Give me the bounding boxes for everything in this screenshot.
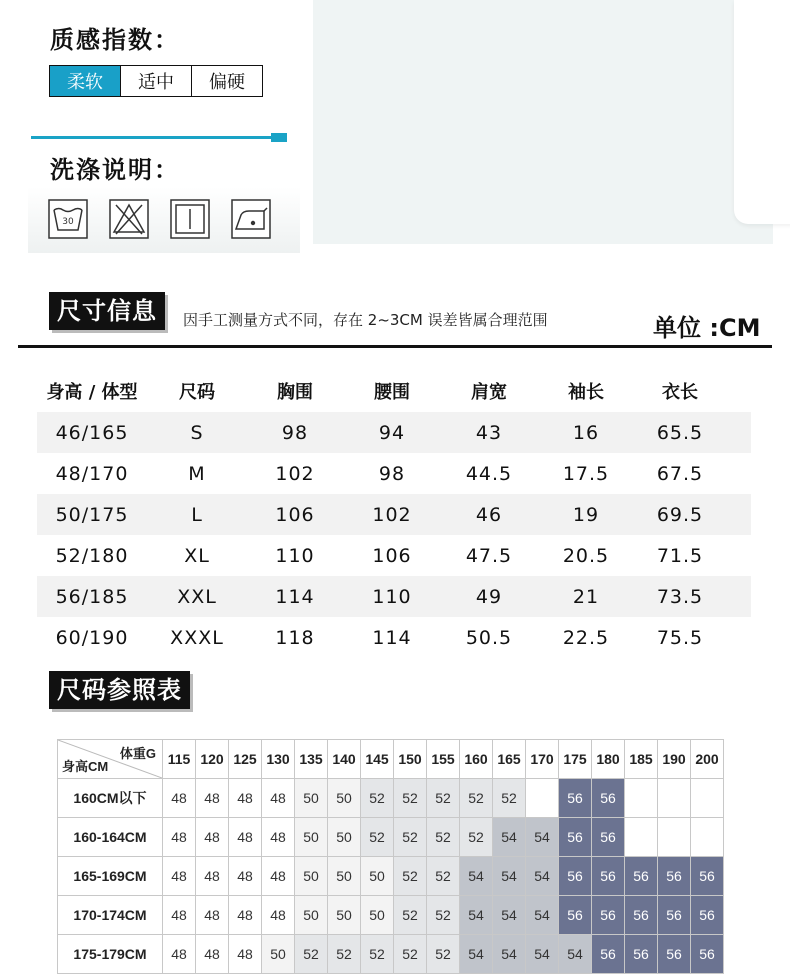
size-cell bbox=[526, 779, 559, 818]
divider-line bbox=[31, 136, 275, 139]
size-cell: 54 bbox=[493, 935, 526, 974]
size-cell: 50 bbox=[295, 818, 328, 857]
weight-header-cell: 160 bbox=[460, 740, 493, 779]
size-cell: 50 bbox=[328, 818, 361, 857]
cell-height-type: 56/185 bbox=[55, 585, 129, 608]
cell-length: 67.5 bbox=[656, 462, 704, 485]
cell-sleeve: 22.5 bbox=[562, 626, 610, 649]
size-reference-table bbox=[57, 739, 724, 974]
table-row bbox=[37, 535, 751, 576]
table-row bbox=[58, 779, 724, 818]
cell-height-type: 46/165 bbox=[55, 421, 129, 444]
size-cell: 54 bbox=[526, 818, 559, 857]
size-cell: 48 bbox=[229, 818, 262, 857]
size-cell: 48 bbox=[229, 935, 262, 974]
cell-sleeve: 21 bbox=[572, 585, 600, 608]
size-cell: 48 bbox=[262, 896, 295, 935]
height-range-label: 170-174CM bbox=[58, 896, 163, 935]
cell-height-type: 50/175 bbox=[55, 503, 129, 526]
cell-length: 69.5 bbox=[656, 503, 704, 526]
weight-header-cell: 120 bbox=[196, 740, 229, 779]
texture-option-soft: 柔软 bbox=[50, 66, 121, 96]
size-cell: 52 bbox=[295, 935, 328, 974]
size-table-header bbox=[37, 370, 751, 412]
table-row bbox=[58, 857, 724, 896]
size-cell: 54 bbox=[559, 935, 592, 974]
size-cell: 52 bbox=[460, 818, 493, 857]
divider-marker bbox=[271, 133, 287, 142]
size-cell: 54 bbox=[526, 857, 559, 896]
table-row bbox=[37, 576, 751, 617]
size-cell: 56 bbox=[691, 935, 724, 974]
line-dry-icon bbox=[170, 199, 210, 239]
weight-header-cell: 115 bbox=[163, 740, 196, 779]
cell-height-type: 60/190 bbox=[55, 626, 129, 649]
size-cell: 56 bbox=[592, 935, 625, 974]
cell-length: 65.5 bbox=[656, 421, 704, 444]
cell-size: M bbox=[188, 462, 206, 485]
weight-header-cell: 140 bbox=[328, 740, 361, 779]
weight-header-cell: 155 bbox=[427, 740, 460, 779]
cell-size: XL bbox=[184, 544, 210, 567]
weight-header-cell: 175 bbox=[559, 740, 592, 779]
height-range-label: 160CM以下 bbox=[58, 779, 163, 818]
cell-length: 73.5 bbox=[656, 585, 704, 608]
measurement-note: 因手工测量方式不同，存在 2~3CM 误差皆属合理范围 bbox=[183, 311, 548, 329]
weight-header-cell: 135 bbox=[295, 740, 328, 779]
shirt-image bbox=[734, 0, 790, 224]
table-row bbox=[37, 617, 751, 658]
size-cell: 54 bbox=[493, 896, 526, 935]
weight-header-cell: 130 bbox=[262, 740, 295, 779]
size-cell: 52 bbox=[394, 935, 427, 974]
size-cell: 50 bbox=[361, 896, 394, 935]
size-cell: 56 bbox=[625, 857, 658, 896]
product-photo bbox=[313, 0, 773, 244]
cell-chest: 118 bbox=[275, 626, 315, 649]
cell-waist: 114 bbox=[372, 626, 412, 649]
weight-header-cell: 170 bbox=[526, 740, 559, 779]
size-cell: 56 bbox=[559, 818, 592, 857]
height-range-label: 175-179CM bbox=[58, 935, 163, 974]
header-height-type: 身高 / 体型 bbox=[46, 382, 138, 403]
weight-header-cell: 145 bbox=[361, 740, 394, 779]
cell-size: S bbox=[190, 421, 204, 444]
table-row bbox=[58, 935, 724, 974]
size-cell: 56 bbox=[658, 896, 691, 935]
size-cell: 56 bbox=[625, 896, 658, 935]
size-cell: 48 bbox=[163, 818, 196, 857]
size-cell: 48 bbox=[163, 935, 196, 974]
cell-waist: 94 bbox=[378, 421, 406, 444]
no-bleach-icon bbox=[109, 199, 149, 239]
header-waist: 腰围 bbox=[374, 382, 410, 403]
texture-title: 质感指数： bbox=[50, 26, 180, 54]
size-cell: 48 bbox=[229, 857, 262, 896]
size-cell: 56 bbox=[559, 857, 592, 896]
cell-shoulder: 50.5 bbox=[465, 626, 513, 649]
size-cell bbox=[625, 818, 658, 857]
wash-30-icon bbox=[48, 199, 88, 239]
size-cell: 52 bbox=[361, 935, 394, 974]
header-size: 尺码 bbox=[179, 382, 215, 403]
reference-header-row bbox=[58, 740, 724, 779]
texture-option-hard: 偏硬 bbox=[209, 72, 245, 93]
size-chart-badge: 尺码参照表 bbox=[49, 671, 190, 709]
size-cell: 52 bbox=[460, 779, 493, 818]
size-cell: 54 bbox=[526, 896, 559, 935]
size-cell bbox=[625, 779, 658, 818]
corner-weight-label: 体重G bbox=[119, 746, 156, 761]
size-cell: 54 bbox=[526, 935, 559, 974]
weight-header-cell: 150 bbox=[394, 740, 427, 779]
size-cell: 52 bbox=[427, 896, 460, 935]
size-cell: 48 bbox=[163, 896, 196, 935]
size-cell: 50 bbox=[262, 935, 295, 974]
cell-sleeve: 19 bbox=[572, 503, 600, 526]
cell-length: 71.5 bbox=[656, 544, 704, 567]
wash-temp-label: 30 bbox=[62, 217, 74, 227]
size-cell: 56 bbox=[625, 935, 658, 974]
size-cell: 56 bbox=[592, 818, 625, 857]
table-row bbox=[37, 453, 751, 494]
size-cell: 48 bbox=[196, 857, 229, 896]
cell-chest: 102 bbox=[275, 462, 315, 485]
cell-waist: 102 bbox=[372, 503, 412, 526]
cell-length: 75.5 bbox=[656, 626, 704, 649]
weight-header-cell: 180 bbox=[592, 740, 625, 779]
table-row bbox=[37, 412, 751, 453]
texture-index-selector bbox=[49, 65, 263, 97]
size-cell: 56 bbox=[592, 896, 625, 935]
size-cell: 48 bbox=[229, 896, 262, 935]
cell-chest: 114 bbox=[275, 585, 315, 608]
size-cell bbox=[658, 779, 691, 818]
header-sleeve: 袖长 bbox=[568, 382, 604, 403]
cell-waist: 98 bbox=[378, 462, 406, 485]
size-cell: 56 bbox=[592, 779, 625, 818]
cell-chest: 106 bbox=[275, 503, 315, 526]
size-cell: 54 bbox=[460, 896, 493, 935]
cell-waist: 106 bbox=[372, 544, 412, 567]
size-cell: 52 bbox=[361, 779, 394, 818]
size-cell: 50 bbox=[328, 779, 361, 818]
size-cell: 52 bbox=[361, 818, 394, 857]
size-cell: 50 bbox=[361, 857, 394, 896]
size-cell: 52 bbox=[328, 935, 361, 974]
height-range-label: 165-169CM bbox=[58, 857, 163, 896]
size-cell: 48 bbox=[262, 779, 295, 818]
cell-waist: 110 bbox=[372, 585, 412, 608]
cell-sleeve: 20.5 bbox=[562, 544, 610, 567]
size-cell bbox=[691, 818, 724, 857]
cell-chest: 110 bbox=[275, 544, 315, 567]
size-table bbox=[37, 370, 751, 658]
weight-header-cell: 190 bbox=[658, 740, 691, 779]
size-cell: 50 bbox=[295, 779, 328, 818]
table-row bbox=[58, 896, 724, 935]
size-cell: 48 bbox=[229, 779, 262, 818]
unit-label: 单位 :CM bbox=[653, 314, 761, 342]
washing-title: 洗涤说明： bbox=[50, 156, 180, 184]
cell-sleeve: 17.5 bbox=[562, 462, 610, 485]
size-cell: 52 bbox=[427, 779, 460, 818]
cell-shoulder: 44.5 bbox=[465, 462, 513, 485]
size-cell: 52 bbox=[493, 779, 526, 818]
iron-low-icon bbox=[231, 199, 271, 239]
cell-shoulder: 46 bbox=[475, 503, 503, 526]
weight-header-cell: 185 bbox=[625, 740, 658, 779]
size-cell: 56 bbox=[691, 896, 724, 935]
size-cell bbox=[658, 818, 691, 857]
size-cell: 56 bbox=[559, 779, 592, 818]
cell-sleeve: 16 bbox=[572, 421, 600, 444]
size-cell: 48 bbox=[196, 818, 229, 857]
table-row bbox=[58, 818, 724, 857]
weight-header-cell: 200 bbox=[691, 740, 724, 779]
height-range-label: 160-164CM bbox=[58, 818, 163, 857]
section-rule bbox=[18, 345, 772, 348]
header-shoulder: 肩宽 bbox=[471, 382, 507, 403]
size-cell: 48 bbox=[262, 857, 295, 896]
weight-header-cell: 125 bbox=[229, 740, 262, 779]
cell-shoulder: 47.5 bbox=[465, 544, 513, 567]
size-cell: 48 bbox=[163, 779, 196, 818]
reference-body bbox=[58, 779, 724, 974]
size-cell: 56 bbox=[658, 857, 691, 896]
size-cell: 52 bbox=[427, 857, 460, 896]
size-cell: 52 bbox=[394, 896, 427, 935]
cell-size: XXL bbox=[177, 585, 217, 608]
size-cell: 52 bbox=[427, 818, 460, 857]
table-corner bbox=[58, 740, 163, 779]
header-length: 衣长 bbox=[662, 382, 698, 403]
size-cell: 56 bbox=[559, 896, 592, 935]
cell-chest: 98 bbox=[281, 421, 309, 444]
size-cell: 52 bbox=[394, 857, 427, 896]
header-chest: 胸围 bbox=[277, 382, 313, 403]
size-cell: 50 bbox=[295, 896, 328, 935]
size-cell: 52 bbox=[427, 935, 460, 974]
size-cell: 54 bbox=[460, 857, 493, 896]
cell-height-type: 48/170 bbox=[55, 462, 129, 485]
table-row bbox=[37, 494, 751, 535]
size-info-badge: 尺寸信息 bbox=[49, 292, 165, 330]
size-cell: 54 bbox=[460, 935, 493, 974]
size-cell bbox=[691, 779, 724, 818]
size-cell: 48 bbox=[196, 896, 229, 935]
size-cell: 52 bbox=[394, 818, 427, 857]
cell-height-type: 52/180 bbox=[55, 544, 129, 567]
size-cell: 56 bbox=[658, 935, 691, 974]
size-cell: 52 bbox=[394, 779, 427, 818]
cell-shoulder: 49 bbox=[475, 585, 503, 608]
size-cell: 50 bbox=[328, 896, 361, 935]
size-cell: 54 bbox=[493, 857, 526, 896]
size-cell: 48 bbox=[262, 818, 295, 857]
size-cell: 50 bbox=[295, 857, 328, 896]
size-cell: 50 bbox=[328, 857, 361, 896]
weight-header-cell: 165 bbox=[493, 740, 526, 779]
size-cell: 48 bbox=[196, 935, 229, 974]
size-cell: 56 bbox=[691, 857, 724, 896]
cell-shoulder: 43 bbox=[475, 421, 503, 444]
corner-height-label: 身高CM bbox=[62, 759, 109, 774]
size-cell: 56 bbox=[592, 857, 625, 896]
texture-option-medium: 适中 bbox=[121, 66, 192, 96]
size-cell: 48 bbox=[196, 779, 229, 818]
size-cell: 54 bbox=[493, 818, 526, 857]
cell-size: XXXL bbox=[170, 626, 224, 649]
cell-size: L bbox=[191, 503, 203, 526]
size-cell: 48 bbox=[163, 857, 196, 896]
